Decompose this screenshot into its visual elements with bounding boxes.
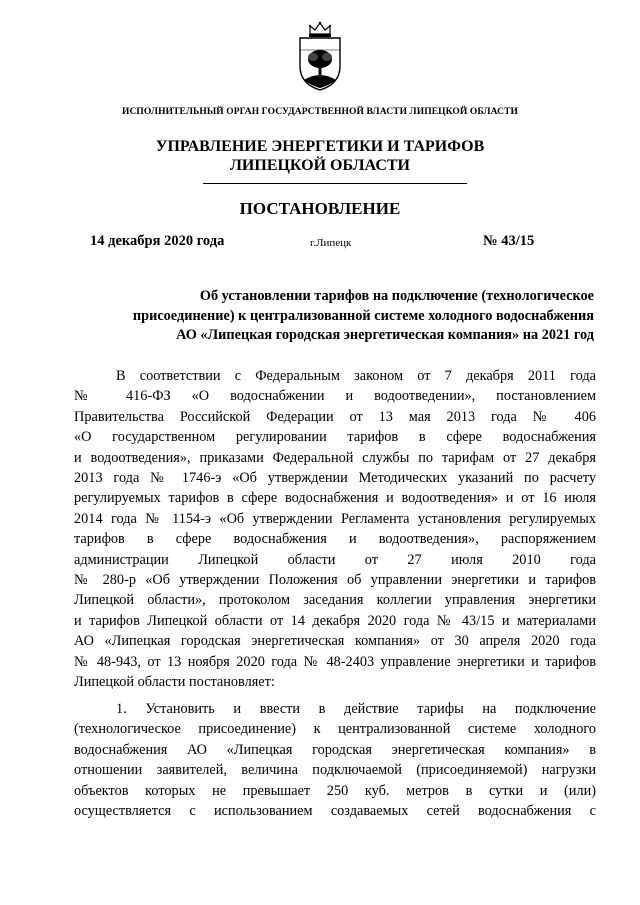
paragraph-line: 2014 года № 1154-э «Об утверждении Регламента установления регулируемых — [74, 510, 596, 527]
paragraph-line: 2013 года № 1746-э «Об утверждении Методических указаний по расчету — [74, 470, 596, 487]
paragraph-line: В соответствии с Федеральным законом от 7 декабря 2011 года — [116, 368, 596, 384]
department-title — [0, 137, 640, 175]
paragraph-line: администрации Липецкой области от 27 июля 2010 года — [74, 551, 596, 568]
paragraph-line: (технологическое присоединение) к централизованной системе холодного — [74, 721, 596, 738]
department-title-line2: ЛИПЕЦКОЙ ОБЛАСТИ — [230, 157, 410, 174]
paragraph-line: объектов которых не превышает 250 куб. метров в сутки и (или) — [74, 782, 596, 799]
paragraph-line: и тарифов Липецкой области от 14 декабря 2020 года № 43/15 и материалами — [74, 612, 596, 629]
document-subject — [74, 287, 594, 346]
document-type: ПОСТАНОВЛЕНИЕ — [239, 199, 401, 218]
paragraph-line: Липецкой области постановляет: — [74, 674, 275, 691]
paragraph-line: № 280-р «Об утверждении Положения об управлении энергетики и тарифов — [74, 572, 596, 589]
subject-line: присоединение) к централизованной системе холодного водоснабжения — [132, 307, 594, 324]
paragraph-line: Липецкой области», протоколом заседания коллегии управления энергетики — [74, 592, 596, 609]
paragraph-line: АО «Липецкая городская энергетическая компания» от 30 апреля 2020 года — [74, 633, 596, 650]
document-number: № 43/15 — [483, 233, 535, 249]
paragraph-line: «О государственном регулировании тарифов в сфере водоснабжения — [74, 429, 596, 446]
clause-1-paragraph — [74, 699, 596, 821]
paragraph-line: водоснабжения АО «Липецкая городская энергетическая компания» в — [74, 741, 596, 758]
subject-line: АО «Липецкая городская энергетическая компания» на 2021 год — [176, 327, 594, 343]
department-title-line1: УПРАВЛЕНИЕ ЭНЕРГЕТИКИ И ТАРИФОВ — [155, 138, 485, 155]
paragraph-line: отношении заявителей, величина подключаемой (присоединяемой) нагрузки — [74, 762, 596, 779]
paragraph-line: № 48-943, от 13 ноября 2020 года № 48-2403 управление энергетики и тарифов — [74, 653, 596, 670]
lipetsk-coat-of-arms-icon — [296, 20, 344, 92]
paragraph-line: № 416-ФЗ «О водоснабжении и водоотведении», постановлением — [74, 388, 596, 405]
paragraph-line: 1. Установить и ввести в действие тарифы на подключение — [116, 701, 596, 717]
document-date: 14 декабря 2020 года — [90, 233, 225, 249]
paragraph-line: тарифов в сфере водоснабжения и водоотведения», распоряжением — [74, 531, 596, 548]
paragraph-line: Правительства Российской Федерации от 13 мая 2013 года № 406 — [74, 408, 596, 425]
preamble-paragraph — [74, 366, 596, 693]
paragraph-line: осуществляется с использованием создаваемых сетей водоснабжения с — [74, 803, 596, 820]
paragraph-line: регулируемых тарифов в сфере водоснабжения и водоотведения» и от 16 июля — [74, 490, 596, 507]
header-divider — [203, 183, 467, 184]
subject-line: Об установлении тарифов на подключение (технологическое — [199, 288, 594, 304]
organization-line: ИСПОЛНИТЕЛЬНЫЙ ОРГАН ГОСУДАРСТВЕННОЙ ВЛАСТИ ЛИПЕЦКОЙ ОБЛАСТИ — [121, 107, 519, 117]
paragraph-line: и водоотведения», приказами Федеральной службы по тарифам от 27 декабря — [74, 449, 596, 466]
document-city: г.Липецк — [310, 237, 352, 249]
